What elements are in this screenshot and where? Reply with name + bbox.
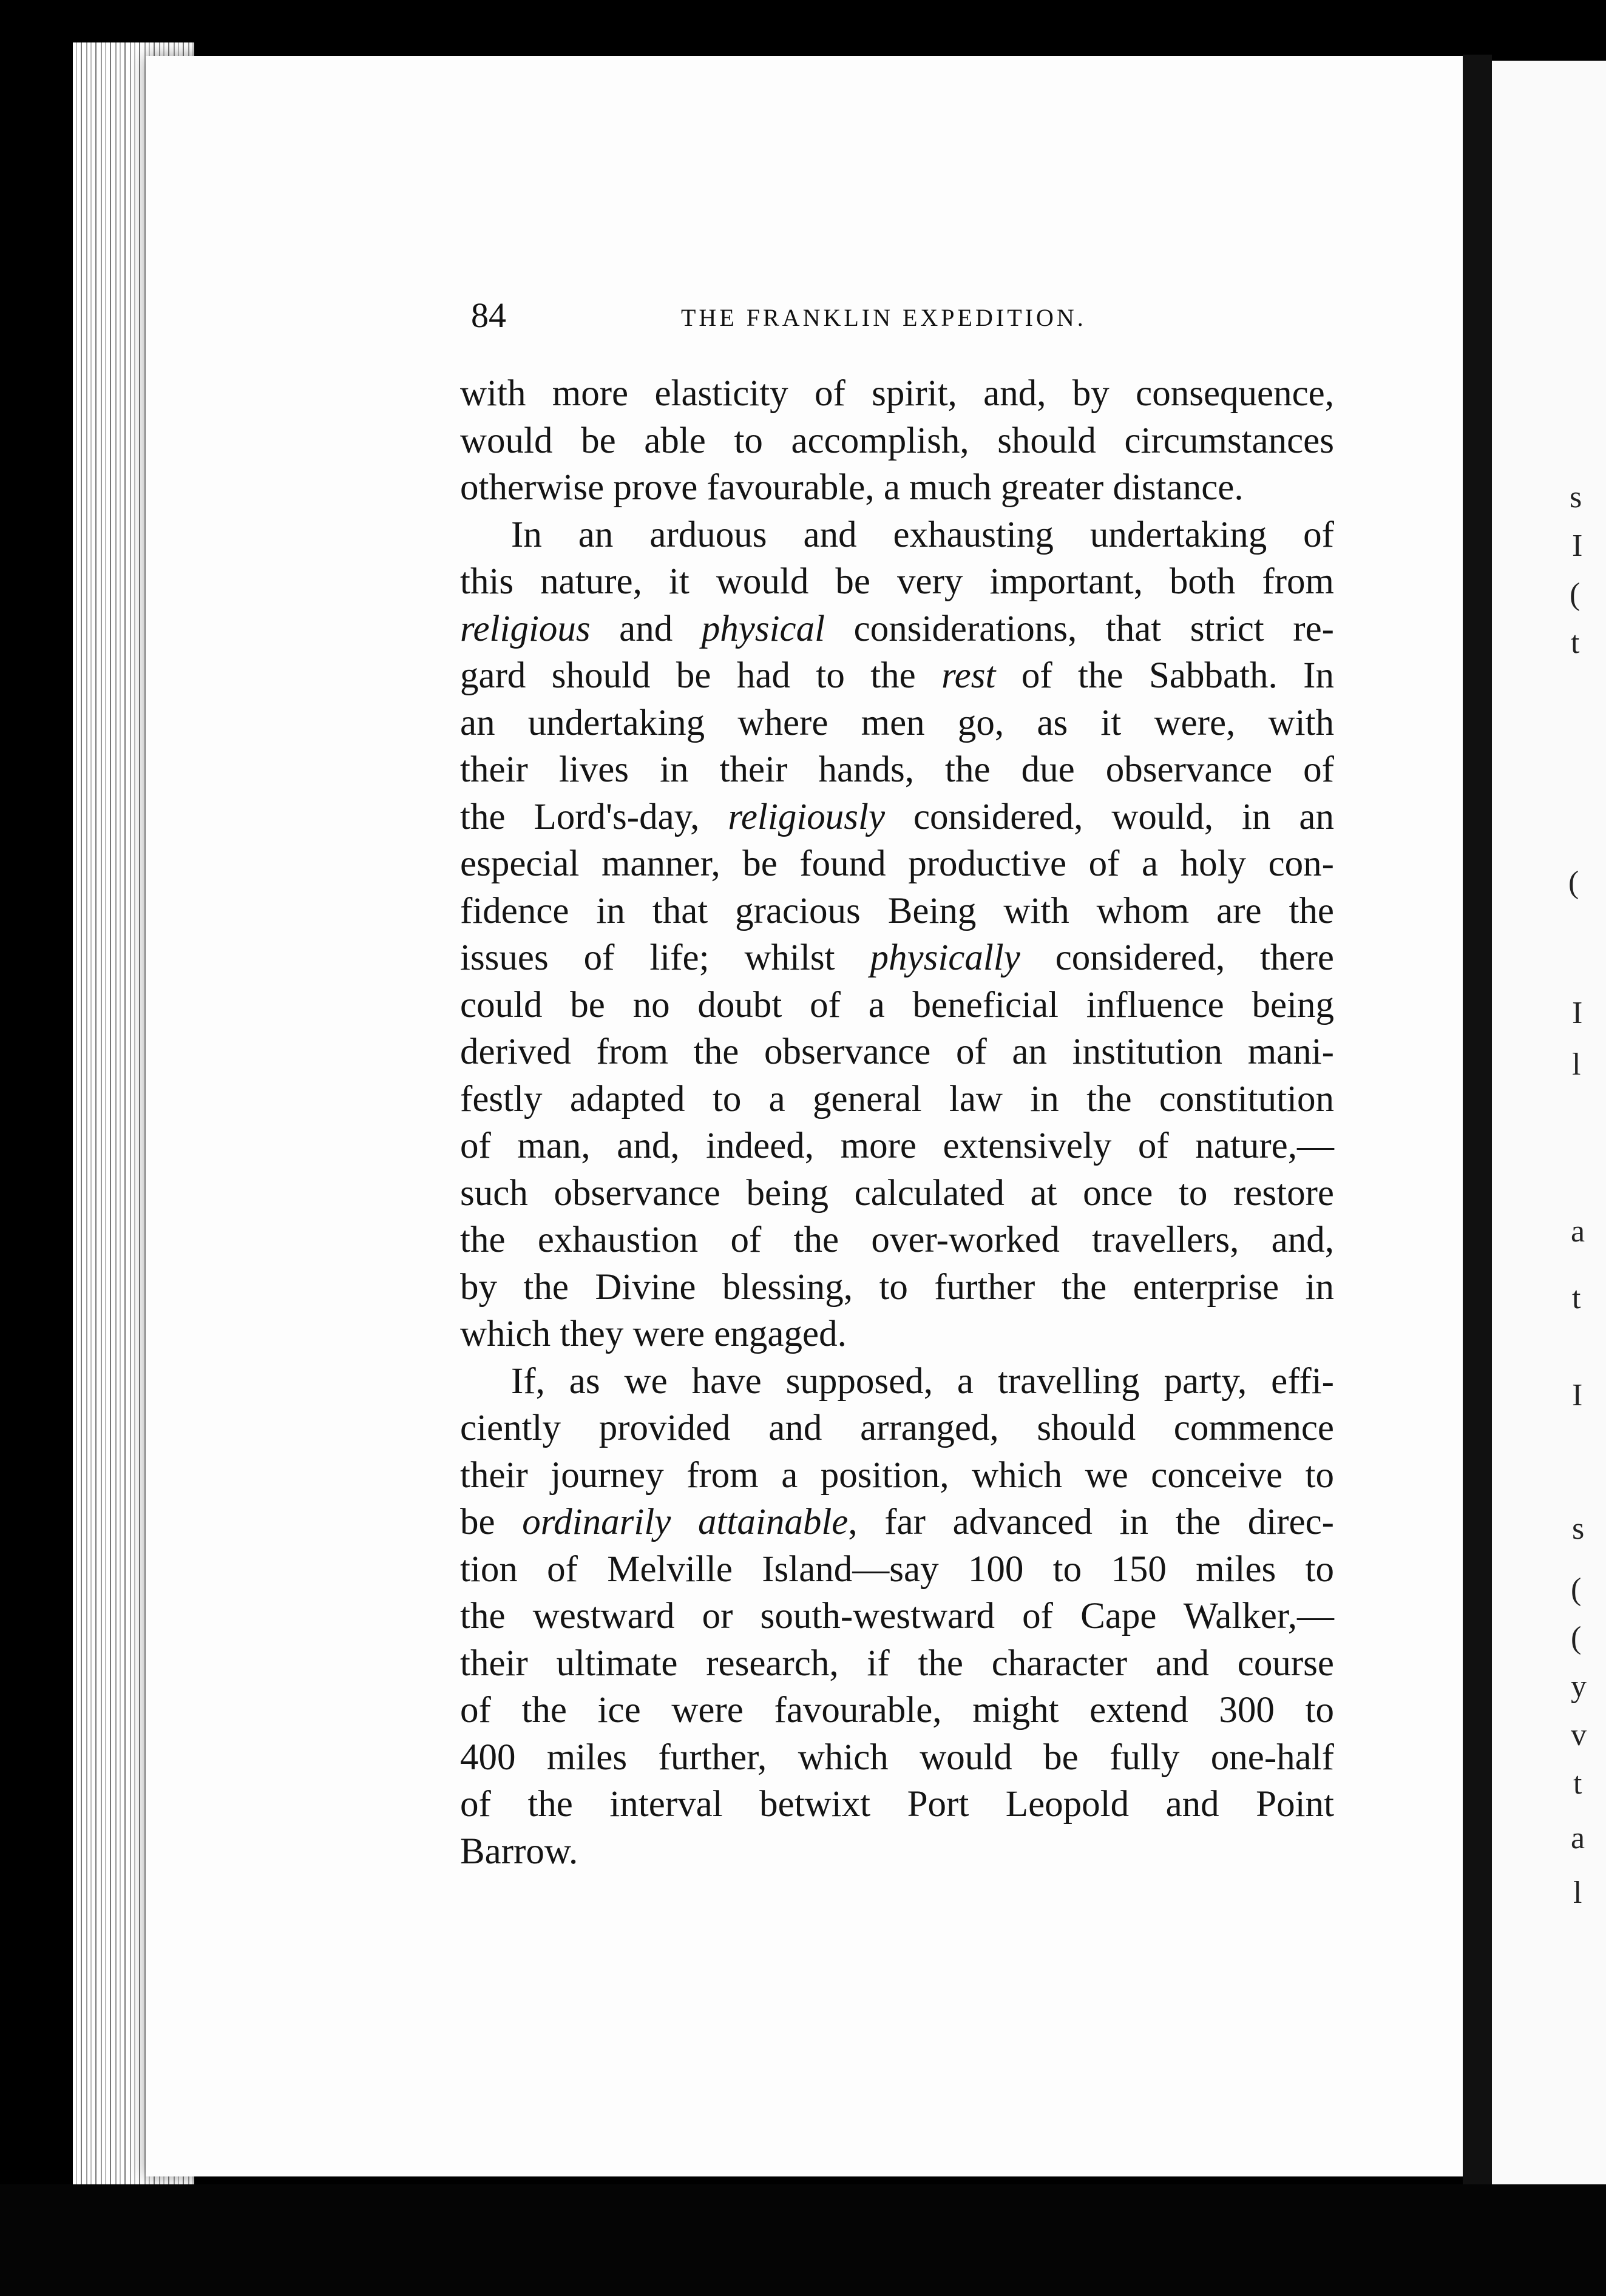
page-number: 84 (471, 295, 506, 335)
text-line: If, as we have supposed, a travelling party, effi- (511, 1360, 1334, 1402)
text-line: fidence in that gracious Being with whom are the (460, 890, 1334, 931)
text-line: festly adapted to a general law in the constitution (460, 1078, 1334, 1119)
facing-fragment: ( (1570, 577, 1581, 612)
facing-fragment: I (1572, 1378, 1583, 1413)
scan-border (0, 2184, 1606, 2296)
facing-fragment: l (1572, 1047, 1581, 1082)
text-line: especial manner, be found productive of a holy con- (460, 843, 1334, 884)
text-line: their ultimate research, if the character and course (460, 1643, 1334, 1684)
text-line: issues of life; whilst physically considered, there (460, 937, 1335, 978)
text-line: of the ice were favourable, might extend 300 to (460, 1690, 1334, 1730)
facing-fragment: a (1571, 1821, 1585, 1855)
text-line: which they were engaged. (460, 1314, 847, 1354)
text-line: their journey from a position, which we conceive to (460, 1454, 1334, 1496)
text-line: In an arduous and exhausting undertaking of (511, 514, 1334, 555)
facing-fragment: a (1571, 1214, 1585, 1249)
facing-fragment: ( (1571, 1621, 1582, 1655)
text-line: the exhaustion of the over-worked travellers, and, (460, 1220, 1334, 1260)
text-line: their lives in their hands, the due observance of (460, 749, 1334, 790)
text-line: derived from the observance of an institution mani- (460, 1032, 1334, 1072)
facing-fragment: s (1572, 1511, 1585, 1546)
facing-fragment: I (1572, 528, 1583, 563)
text-line: could be no doubt of a beneficial influence being (460, 984, 1334, 1025)
facing-fragment: ( (1568, 865, 1579, 900)
facing-fragment: s (1570, 480, 1582, 515)
text-line: religious and physical considerations, that strict re- (460, 608, 1334, 649)
text-line: such observance being calculated at once to restore (460, 1172, 1334, 1214)
page-header (471, 295, 1148, 337)
text-line: of man, and, indeed, more extensively of nature,— (460, 1126, 1334, 1166)
facing-fragment: y (1571, 1669, 1587, 1704)
facing-fragment: v (1571, 1718, 1587, 1752)
text-line: 400 miles further, which would be fully one-half (460, 1737, 1334, 1778)
text-line: the westward or south-westward of Cape Walker,— (460, 1596, 1334, 1636)
facing-fragment: t (1573, 1766, 1582, 1801)
facing-fragment: ( (1571, 1572, 1582, 1607)
text-line: of the interval betwixt Port Leopold and Point (460, 1784, 1334, 1825)
text-line: ciently provided and arranged, should commence (460, 1408, 1334, 1448)
facing-fragment: t (1572, 1281, 1581, 1315)
facing-page (1492, 61, 1606, 2184)
text-line: tion of Melville Island—say 100 to 150 miles to (460, 1548, 1334, 1590)
facing-fragment: l (1573, 1876, 1582, 1910)
text-line: would be able to accomplish, should circumstances (460, 420, 1334, 461)
text-line: gard should be had to the rest of the Sabbath. In (460, 655, 1334, 696)
text-line: this nature, it would be very important, both from (460, 561, 1334, 602)
facing-fragment: t (1571, 626, 1580, 660)
text-line: with more elasticity of spirit, and, by consequence, (460, 373, 1334, 414)
text-line: otherwise prove favourable, a much greater distance. (460, 467, 1244, 508)
text-line: an undertaking where men go, as it were, with (460, 702, 1334, 743)
text-line: by the Divine blessing, to further the enterprise in (460, 1266, 1334, 1308)
text-line: the Lord's-day, religiously considered, would, in an (460, 796, 1334, 837)
body-text (460, 370, 1334, 1875)
running-head: THE FRANKLIN EXPEDITION. (681, 304, 1086, 331)
book-gutter (1463, 55, 1492, 2184)
text-line: Barrow. (460, 1831, 578, 1872)
facing-fragment: I (1572, 996, 1583, 1030)
text-line: be ordinarily attainable, far advanced in the direc- (460, 1502, 1334, 1542)
